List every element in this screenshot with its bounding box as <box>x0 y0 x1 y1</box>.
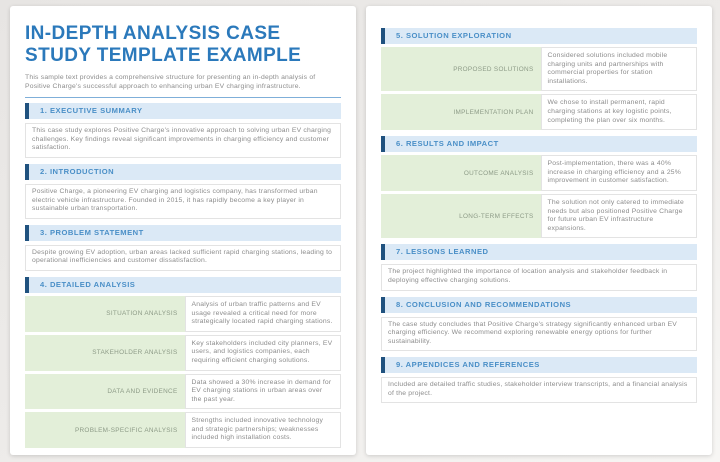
row-label: SITUATION ANALYSIS <box>25 296 185 332</box>
section-heading-appendices: 9. APPENDICES AND REFERENCES <box>381 357 697 373</box>
table-row <box>381 194 697 238</box>
results-impact-table <box>381 152 697 241</box>
table-row <box>381 94 697 130</box>
title-divider-rule <box>25 97 341 98</box>
row-label: STAKEHOLDER ANALYSIS <box>25 335 185 371</box>
row-value: Data showed a 30% increase in demand for EV charging stations in urban areas over the past year. <box>185 374 341 410</box>
table-row <box>25 335 341 371</box>
page-title: IN-DEPTH ANALYSIS CASE STUDY TEMPLATE EXAMPLE <box>25 23 302 66</box>
table-row <box>25 374 341 410</box>
table-row <box>381 155 697 191</box>
section-heading-results-impact: 6. RESULTS AND IMPACT <box>381 136 697 152</box>
section-body-problem-statement: Despite growing EV adoption, urban areas lacked sufficient rapid charging stations, leading to operational inefficiencies and customer dissatisfaction. <box>25 245 341 271</box>
row-value: Key stakeholders included city planners, EV users, and logistics companies, each requiring efficient charging solutions. <box>185 335 341 371</box>
solution-exploration-table <box>381 44 697 133</box>
row-label: OUTCOME ANALYSIS <box>381 155 541 191</box>
page-1 <box>10 6 356 455</box>
detailed-analysis-table <box>25 293 341 451</box>
row-label: PROBLEM-SPECIFIC ANALYSIS <box>25 412 185 448</box>
row-label: DATA AND EVIDENCE <box>25 374 185 410</box>
section-heading-conclusion: 8. CONCLUSION AND RECOMMENDATIONS <box>381 297 697 313</box>
row-label: PROPOSED SOLUTIONS <box>381 47 541 91</box>
row-value: The solution not only catered to immediate needs but also positioned Positive Charge for future urban EV infrastructure expansions. <box>541 194 697 238</box>
section-heading-introduction: 2. INTRODUCTION <box>25 164 341 180</box>
page-2 <box>366 6 712 455</box>
section-heading-solution-exploration: 5. SOLUTION EXPLORATION <box>381 28 697 44</box>
row-value: Strengths included innovative technology and strategic partnerships; weaknesses included high installation costs. <box>185 412 341 448</box>
section-body-lessons-learned: The project highlighted the importance of location analysis and stakeholder feedback in deploying effective charging solutions. <box>381 264 697 290</box>
table-row <box>381 47 697 91</box>
table-row <box>25 296 341 332</box>
section-heading-executive-summary: 1. EXECUTIVE SUMMARY <box>25 103 341 119</box>
section-body-introduction: Positive Charge, a pioneering EV charging and logistics company, has transformed urban electric vehicle infrastructure. Founded in 2015, it has rapidly become a key player in sustainable urban transportation. <box>25 184 341 219</box>
section-body-conclusion: The case study concludes that Positive Charge's strategy significantly enhanced urban EV charging efficiency. We recommend exploring renewable energy options for further sustainability. <box>381 317 697 352</box>
section-heading-detailed-analysis: 4. DETAILED ANALYSIS <box>25 277 341 293</box>
row-label: IMPLEMENTATION PLAN <box>381 94 541 130</box>
row-value: We chose to install permanent, rapid charging stations at key logistic points, completing the plan over six months. <box>541 94 697 130</box>
row-value: Post-implementation, there was a 40% increase in charging efficiency and a 25% improvement in customer satisfaction. <box>541 155 697 191</box>
intro-paragraph: This sample text provides a comprehensive structure for presenting an in-depth analysis of Positive Charge's successful approach to enhancing urban EV charging infrastructure. <box>25 74 316 90</box>
row-value: Considered solutions included mobile charging units and partnerships with commercial properties for station installations. <box>541 47 697 91</box>
row-label: LONG-TERM EFFECTS <box>381 194 541 238</box>
section-body-executive-summary: This case study explores Positive Charge's innovative approach to solving urban EV charging challenges. Key findings reveal significant improvements in charging efficiency and customer satisfaction. <box>25 123 341 158</box>
section-heading-lessons-learned: 7. LESSONS LEARNED <box>381 244 697 260</box>
section-body-appendices: Included are detailed traffic studies, stakeholder interview transcripts, and a financial analysis of the project. <box>381 377 697 403</box>
section-heading-problem-statement: 3. PROBLEM STATEMENT <box>25 225 341 241</box>
table-row <box>25 412 341 448</box>
row-value: Analysis of urban traffic patterns and EV usage revealed a critical need for more strategically located rapid charging stations. <box>185 296 341 332</box>
